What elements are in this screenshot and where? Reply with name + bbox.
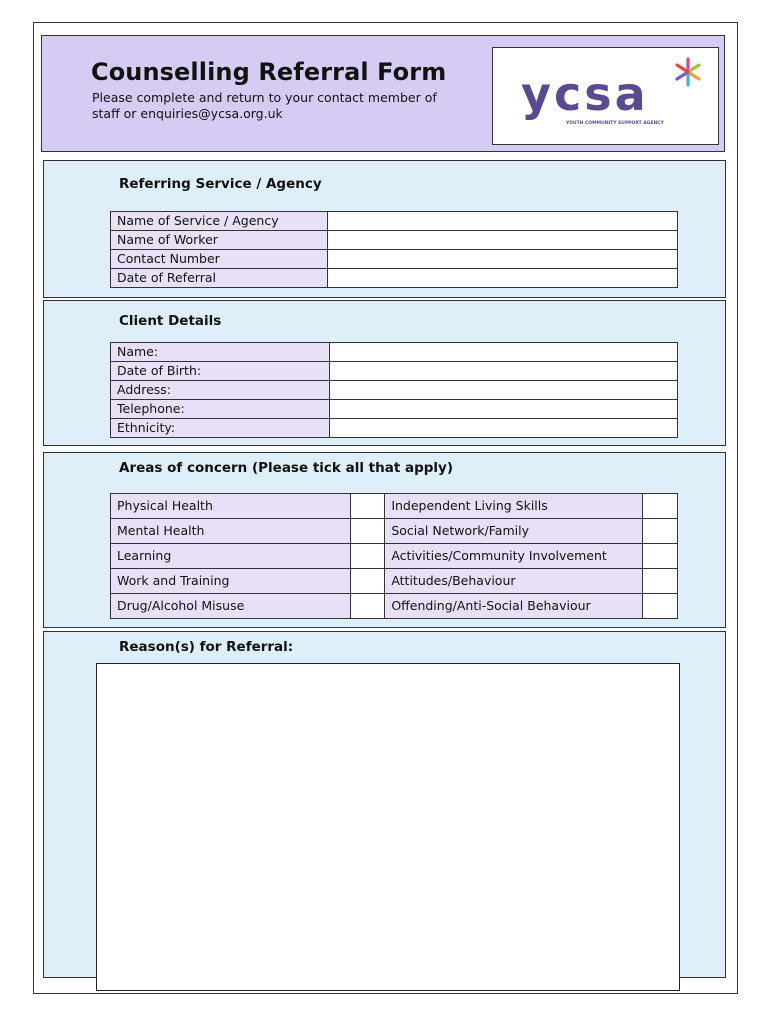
concern-label: Learning (111, 544, 351, 569)
field-label: Telephone: (111, 400, 330, 419)
table-row (111, 269, 678, 288)
table-row (111, 494, 678, 519)
form-page (33, 22, 738, 994)
table-row (111, 519, 678, 544)
form-instructions (92, 90, 492, 122)
logo-tagline: YOUTH COMMUNITY SUPPORT AGENCY (566, 121, 664, 126)
drug-alcohol-checkbox[interactable] (351, 594, 385, 619)
reason-for-referral-title: Reason(s) for Referral: (119, 639, 294, 655)
concern-label: Attitudes/Behaviour (385, 569, 643, 594)
referral-date-field[interactable] (327, 269, 677, 288)
client-name-field[interactable] (329, 343, 677, 362)
concern-label: Drug/Alcohol Misuse (111, 594, 351, 619)
table-row (111, 569, 678, 594)
date-of-birth-field[interactable] (329, 362, 677, 381)
field-label: Name of Worker (111, 231, 328, 250)
table-row (111, 231, 678, 250)
table-row (111, 250, 678, 269)
mental-health-checkbox[interactable] (351, 519, 385, 544)
field-label: Address: (111, 381, 330, 400)
learning-checkbox[interactable] (351, 544, 385, 569)
field-label: Date of Referral (111, 269, 328, 288)
concern-label: Offending/Anti-Social Behaviour (385, 594, 643, 619)
ycsa-logo-graphic (493, 48, 717, 143)
physical-health-checkbox[interactable] (351, 494, 385, 519)
field-label: Name: (111, 343, 330, 362)
instructions-line-2: staff or enquiries@ycsa.org.uk (92, 106, 283, 121)
field-label: Date of Birth: (111, 362, 330, 381)
logo-wordmark: ycsa (521, 67, 649, 121)
table-row (111, 362, 678, 381)
reason-for-referral-textarea[interactable] (96, 663, 680, 991)
ycsa-logo (492, 47, 719, 145)
table-row (111, 419, 678, 438)
table-row (111, 594, 678, 619)
areas-of-concern-title: Areas of concern (Please tick all that apply) (119, 460, 454, 476)
referring-service-section (43, 160, 726, 298)
social-network-checkbox[interactable] (643, 519, 678, 544)
table-row (111, 212, 678, 231)
address-field[interactable] (329, 381, 677, 400)
table-row (111, 381, 678, 400)
concern-label: Activities/Community Involvement (385, 544, 643, 569)
client-details-title: Client Details (119, 313, 222, 329)
table-row (111, 544, 678, 569)
telephone-field[interactable] (329, 400, 677, 419)
offending-checkbox[interactable] (643, 594, 678, 619)
community-involvement-checkbox[interactable] (643, 544, 678, 569)
attitudes-behaviour-checkbox[interactable] (643, 569, 678, 594)
areas-of-concern-table (110, 493, 678, 619)
field-label: Contact Number (111, 250, 328, 269)
field-label: Name of Service / Agency (111, 212, 328, 231)
instructions-line-1: Please complete and return to your contact member of (92, 90, 437, 105)
client-details-section (43, 300, 726, 446)
concern-label: Social Network/Family (385, 519, 643, 544)
service-agency-field[interactable] (327, 212, 677, 231)
referring-service-title: Referring Service / Agency (119, 176, 322, 192)
reason-for-referral-section (43, 631, 726, 978)
concern-label: Work and Training (111, 569, 351, 594)
ethnicity-field[interactable] (329, 419, 677, 438)
star-icon (677, 59, 699, 85)
areas-of-concern-section (43, 452, 726, 628)
work-training-checkbox[interactable] (351, 569, 385, 594)
worker-name-field[interactable] (327, 231, 677, 250)
form-header (41, 35, 725, 152)
concern-label: Mental Health (111, 519, 351, 544)
table-row (111, 400, 678, 419)
concern-label: Independent Living Skills (385, 494, 643, 519)
referring-service-table (110, 211, 678, 288)
concern-label: Physical Health (111, 494, 351, 519)
table-row (111, 343, 678, 362)
field-label: Ethnicity: (111, 419, 330, 438)
contact-number-field[interactable] (327, 250, 677, 269)
client-details-table (110, 342, 678, 438)
form-title: Counselling Referral Form (91, 58, 447, 86)
independent-living-checkbox[interactable] (643, 494, 678, 519)
